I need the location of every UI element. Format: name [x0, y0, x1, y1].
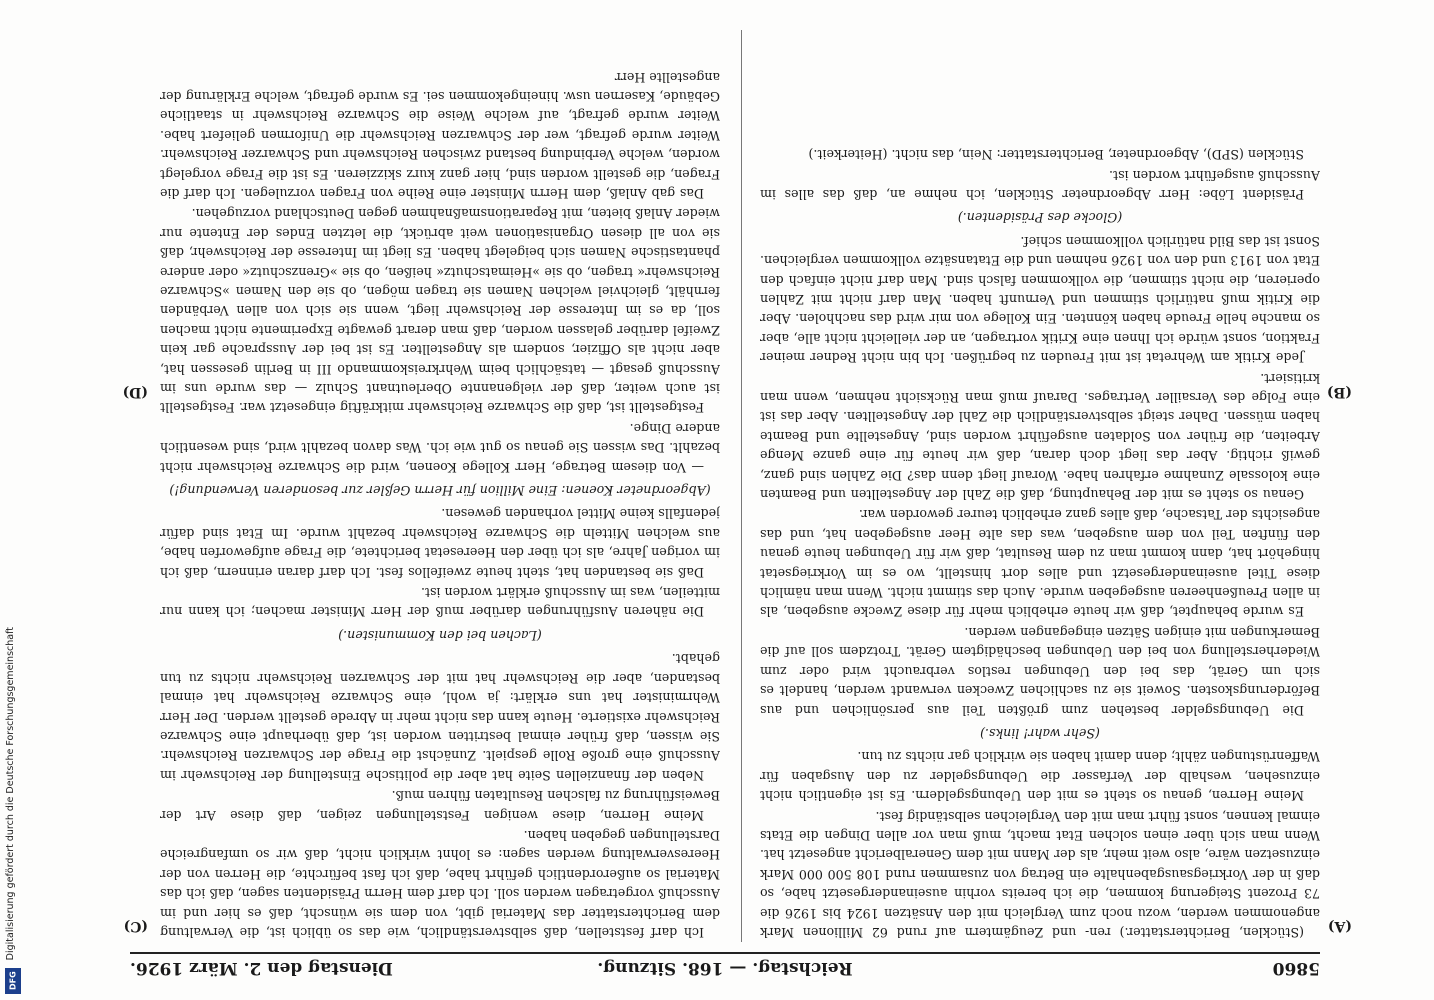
interjection: (Glocke des Präsidenten.): [957, 210, 1123, 226]
funding-credit: Digitalisierung gefördert durch die Deutsche Forschungsgemeinschaft: [5, 626, 16, 960]
column-divider: [741, 30, 742, 942]
session-label: 168. Sitzung.: [597, 958, 724, 978]
text-column-left: [760, 30, 1320, 942]
interjection: (Abgeordneter Koenen: Eine Million für Herrn Geßler zur besonderen Verwendung!): [169, 483, 711, 499]
digitization-sidebar: [2, 0, 24, 1000]
margin-marker-c: (C): [123, 918, 148, 934]
paragraph: Neben der finanziellen Seite hat aber die politische Einstellung der Reichswehr im Ausschuß eine große Rolle gespielt. Zunächst die Frage der Schwarzen Reichswehr. Sie wissen, daß früher einmal bestritten worden ist, daß überhaupt eine Schwarze Reichswehr existierte. Heute kann das nicht mehr in Abrede gestellt werden. Der Herr Wehrminister hat uns erklärt: ja wohl, eine Schwarze Reichswehr hat einmal bestanden, aber die Reichswehr hat mit der Schwarzen Reichswehr nichts zu tun gehabt.: [160, 651, 720, 783]
paragraph: — Von diesem Betrage, Herr Kollege Koenen, wird die Schwarze Reichswehr nicht bezahlt. Das wissen Sie genau so gut wie ich. Was davon bezahlt wird, sind wesentlich andere Dinge.: [160, 420, 720, 475]
paragraph: Daß sie bestanden hat, steht heute zweifellos fest. Ich darf daran erinnern, daß ich im vorigen Jahre, als ich über den Heeresetat berichtete, die Frage aufgeworfen habe, aus welchen Mitteln die Schwarze Reichswehr bezahlt wurde. Im Etat sind dafür jedenfalls keine Mittel vorhanden gewesen.: [160, 506, 720, 580]
institution-label: Reichstag.: [752, 958, 853, 978]
paragraph: (Stücklen, Berichterstatter.) ren- und Zeugämtern auf rund 62 Millionen Mark angenommen werden, wozu noch zum Vergleich mit den Ansätzen 1924 bis 1926 die 73 Prozent Steigerung kommen, die ich bereits vorhin auseinandergesetzt habe, so daß in der Vorkriegsausgabenhalte ein Betrag von zusammen rund 108 500 000 Mark einzusetzen wäre, also weit mehr, als der Mann mit dem Generalbericht angesetzt hat. Wenn man sich über einen solchen Etat macht, muß man vor allen Dingen die Etats einmal kennen, sonst führt man mit den Vergleichen selbständig fest.: [760, 808, 1320, 940]
running-header: 5860 Reichstag. — 168. Sitzung. Dienstag den 2. März 1926.: [130, 952, 1320, 980]
margin-marker-a: (A): [1327, 918, 1352, 934]
margin-marker-b: (B): [1326, 384, 1352, 400]
dfg-logo: DFG: [5, 968, 21, 994]
paragraph: Es wurde behauptet, daß wir heute erheblich mehr für diese Zwecke ausgeben, als in allen Preußenheeren ausgegeben wurde. Auch das stimmt nicht. Wenn man nämlich diese Titel auseinandergesetzt und alles dort hinstellt, wo es im Vorkriegsetat hingehört hat, dann kommt man zu dem Resultat, daß wir für Uebungen heute genau den fünften Teil von dem ausgeben, was das alte Heer ausgegeben hat, und das angesichts der Tatsache, daß alles ganz erheblich teurer geworden war.: [760, 507, 1320, 620]
paragraph: Die näheren Ausführungen darüber muß der Herr Minister machen; ich kann nur mitteilen, was im Ausschuß erklärt worden ist.: [160, 585, 720, 620]
paragraph: Ich darf feststellen, daß selbstverständlich, wie das so üblich ist, die Verwaltung dem Berichterstatter das Material gibt, von dem sie wünscht, daß es hier und im Ausschuß vorgetragen werden soll. Ich darf dem Herrn Präsidenten sagen, daß ich das Material so außerordentlich geführt habe, daß ich fast befürchte, die Herren von der Heeresverwaltung werden sagen: es lohnt wirklich nicht, daß wir so umfangreiche Darstellungen gegeben haben.: [160, 827, 720, 940]
interjection: (Sehr wahr! links.): [980, 725, 1100, 741]
paragraph: Jede Kritik am Wehretat ist mit Freuden zu begrüßen. Ich bin nicht Redner meiner Fraktion, sonst würde ich Ihnen eine Kritik vortragen, an der vielleicht nicht alle, aber so manche helle Freude haben könnten. Ein Kollege von mir wird das nachholen. Aber die Kritik muß natürlich stimmen und Vernunft haben. Man darf nicht mit Zahlen operieren, die nicht stimmen, die vollkommen falsch sind. Man darf nicht einfach den Etat von 1913 und den von 1926 nehmen und die Etatansätze vollkommen vergleichen. Sonst ist das Bild natürlich vollkommen schief.: [760, 233, 1320, 366]
rotated-document-page: [90, 0, 1360, 1000]
page-number: 5860: [1272, 958, 1320, 978]
paragraph: Das gab Anlaß, dem Herrn Minister eine Reihe von Fragen vorzulegen. Ich darf die Fragen, die gestellt worden sind, hier ganz kurz skizzieren. Es ist die Frage vorgelegt worden, welche Verbindung bestand zwischen Reichswehr und Schwarzer Reichswehr. Weiter wurde gefragt, wer der Schwarzen Reichswehr die Uniformen geliefert habe. Weiter wurde gefragt, auf welche Weise die Schwarze Reichswehr in staatliche Gebäude, Kasernen usw. hineingekommen sei. Es wurde gefragt, welche Erklärung der angestellte Herr: [160, 69, 720, 201]
paragraph: Meine Herren, diese wenigen Feststellungen zeigen, daß diese Art der Beweisführung zu falschen Resultaten führen muß.: [160, 788, 720, 823]
paragraph: Präsident Löbe: Herr Abgeordneter Stücklen, ich nehme an, daß das alles im Ausschuß ausgeführt worden ist.: [760, 167, 1320, 202]
interjection: (Lachen bei den Kommunisten.): [338, 627, 542, 643]
paragraph: Festgestellt ist, daß die Schwarze Reichswehr mitkräftig eingesetzt war. Festgestellt ist auch weiter, daß der vielgenannte Oberleutnant Schulz — das wurde uns im Ausschuß gesagt — tatsächlich beim Wehrkreiskommando III in Berlin gesessen hat, aber nicht als Offizier, sondern als Angestellter. Es ist bei der Aussprache gar kein Zweifel darüber gelassen worden, daß man derart gewagte Experimente nicht machen soll, da es im Interesse der Reichswehr liegt, wenn sie sich von allen Verbänden fernhält, gleichviel welchen Namen sie tragen mögen, ob sie den Namen »Schwarze Reichswehr« tragen, ob sie »Heimatschutz« heißen, ob sie »Grenzschutz« oder andere phantastische Namen sich beigelegt haben. Es liegt im Interesse der Reichswehr, daß sie von all diesen Organisationen weit abrückt, die letzten Endes der Entente nur wieder Anlaß bieten, mit Reparationsmaßnahmen gegen Deutschland vorzugehen.: [160, 206, 720, 416]
paragraph: Stücklen (SPD), Abgeordneter, Berichterstatter: Nein, das nicht. (Heiterkeit.): [808, 147, 1304, 163]
paragraph: Die Uebungsgelder bestehen zum größten Teil aus persönlichen und aus Beförderungskosten. Soweit sie zu sachlichen Zwecken verwandt werden, handelt es sich um Gerät, das bei den Uebungen restlos verbraucht wird oder zum Wiederherstellung von bei den Uebungen beschädigtem Gerät. Trotzdem soll auf die Bemerkungen mit einigen Sätzen eingegangen werden.: [760, 624, 1320, 718]
session-date: Dienstag den 2. März 1926.: [130, 958, 393, 978]
text-column-right: [160, 30, 720, 942]
paragraph: Genau so steht es mit der Behauptung, daß die Zahl der Angestellten und Beamten eine kolossale Zunahme erfahren habe. Worauf liegt denn das? Die Zahlen sind ganz, gewiß richtig. Aber das liegt doch daran, daß wir heute für eine ganze Menge Arbeiten, die früher von Soldaten ausgeführt worden sind, Angestellte und Beamte haben müssen. Daher steigt selbstverständlich die Zahl der Angestellten. Aber das ist eine Folge des Versailler Vertrages. Darauf muß man Rücksicht nehmen, wenn man kritisiert.: [760, 370, 1320, 503]
paragraph: Meine Herren, genau so steht es mit den Uebungsgeldern. Es ist eigentlich nicht einzusehen, weshalb der Verfasser die Uebungsgelder zu den Ausgaben für Waffenrüstungen zählt; denn damit haben sie wirklich gar nichts zu tun.: [760, 749, 1320, 804]
margin-marker-d: (D): [122, 384, 148, 400]
